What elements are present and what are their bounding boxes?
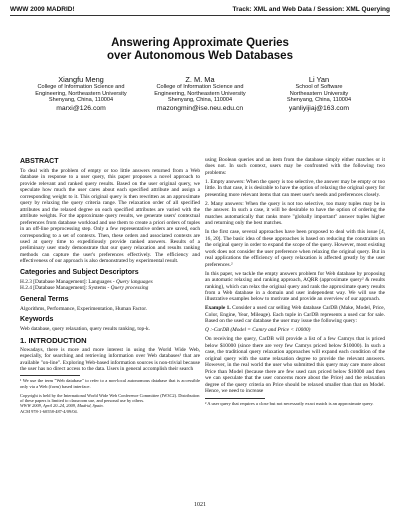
paragraph: using Boolean queries and an item from the database simply either matches or it does not. In such context, users may be confronted with the following two problems: xyxy=(205,157,385,176)
copyright-notice: Copyright is held by the International World Wide Web Conference Committee (IW3C2). Distribution of these papers is limited to classroom use, and personal use by others. WWW 2009, April 20–24, 2009, Madrid, Spain. ACM 978-1-60558-487-4/09/04. xyxy=(20,392,200,414)
author-block xyxy=(22,75,378,112)
title-line-2: over Autonomous Web Databases xyxy=(107,50,293,62)
author-name: Xiangfu Meng xyxy=(58,75,104,84)
author-3 xyxy=(260,75,378,112)
author-email: mazongmin@ise.neu.edu.cn xyxy=(156,104,244,112)
author-affiliation: College of Information Science and xyxy=(156,84,244,90)
author-affiliation: Engineering, Northeastern University xyxy=(154,90,246,97)
footnote-rule xyxy=(20,375,80,376)
running-header-right: Track: XML and Web Data / Session: XML Querying xyxy=(232,6,390,13)
example-paragraph: Example 1. Consider a used car selling Web database CarDB (Make, Model, Price, Color, Engine, Year, Mileage). Each tuple in CarDB represents a used car for sale. Based on the used car database the user may issue the following query: xyxy=(205,305,385,325)
author-affiliation: College of Information Science and xyxy=(37,84,125,90)
author-affiliation: Shenyang, China, 110004 xyxy=(167,97,233,104)
author-name: Z. M. Ma xyxy=(185,75,215,84)
paragraph: 1. Empty answers: When the query is too selective, the answer may be empty or too little. In that case, it is desirable to have the option of relaxing the original query for presenting more relevant items that can meet user's needs and preferences closely. xyxy=(205,178,385,198)
author-affiliation: Shenyang, China, 110004 xyxy=(48,97,114,104)
footnote-1: ¹ We use the term "Web database" to refer to a non-local autonomous database that is accessible only via a Web (form) based interface. xyxy=(20,378,200,390)
left-column xyxy=(20,158,200,414)
introduction-text: Nowadays, there is more and more interest in using the World Wide Web, especially, for searching and retrieving information over Web databases¹ that are available "on-line". Exploring Web-based information sources is non-trivial because the user has no direct access to the data. Users in general accomplish their search xyxy=(20,346,200,372)
paragraph: 2. Many answers: When the query is not too selective, too many tuples may be in the answer. In such a case, it will be desirable to have the option of ordering the matches automatically that ranks more "globally important" answer tuples higher and returning only the best matches. xyxy=(205,200,385,227)
author-email: yanliyijiaj@163.com xyxy=(288,104,350,112)
category-line: H.2.3 [Database Management]: Languages - Query languages xyxy=(20,278,153,285)
author-2 xyxy=(141,75,259,112)
categories-heading: Categories and Subject Descriptors xyxy=(20,268,139,276)
author-name: Li Yan xyxy=(308,75,330,84)
title-line-1: Answering Approximate Queries xyxy=(111,37,289,49)
paper-title xyxy=(0,37,400,63)
example-query: Q :-CarDB (Model = Camry and Price < 10000) xyxy=(205,327,311,334)
paragraph: In this paper, we tackle the empty answers problem for Web database by proposing an automatic relaxing and ranking approach, AQRR (approximate query² & results ranking), which can relax the original query and rank the approximate query results from a Web database in a domain and user independent way. We will use the illustrative examples below to motivate and provide an overview of our approach. xyxy=(205,270,385,303)
general-terms-text: Algorithms, Performance, Experimentation, Human Factor. xyxy=(20,305,148,312)
author-email: marxi@126.com xyxy=(56,104,106,112)
general-terms-heading: General Terms xyxy=(20,295,69,303)
footnote-2: ² A user query that requires a close but not necessarily exact match is an approximate query. xyxy=(205,400,374,406)
author-1 xyxy=(22,75,140,112)
abstract-heading: ABSTRACT xyxy=(20,158,59,165)
page-number: 1021 xyxy=(194,502,206,508)
right-column xyxy=(205,157,385,408)
keywords-heading: Keywords xyxy=(20,316,54,324)
author-affiliation: Northeastern University xyxy=(289,90,349,97)
running-header-left: WWW 2009 MADRID! xyxy=(10,6,75,13)
introduction-heading: 1. INTRODUCTION xyxy=(20,335,87,345)
category-line: H.2.4 [Database Management]: Systems - Query processing xyxy=(20,285,149,292)
paragraph: In the first case, several approaches have been proposed to deal with this issue [4, 16, 20]. The basic idea of these approaches is based on reducing the constraints on the original query in order to expand the scope of the query. However, most existing work does not consider the user preference when relaxing the original query. But in real applications the efficiency of query relaxation is affected greatly by the user preferences.² xyxy=(205,229,385,268)
keywords-text: Web database, query relaxation, query results ranking, top-k. xyxy=(20,326,151,333)
header-rule xyxy=(10,15,390,16)
author-affiliation: Engineering, Northeastern University xyxy=(35,90,127,97)
abstract-text: To deal with the problem of empty or too little answers returned from a Web database in response to a user query, this paper proposes a novel approach to provide relevant and ranked query results. Based on the user original query, we speculate how much the user cares about each specified attribute and assign a corresponding weight to it. This original query is then rewritten as an approximate query by relaxing the query criteria range. The relaxation order of all specified attributes and the relaxed degree on each specified attributes are varied with the attribute weights. For the approximate query results, we generate users' contextual preferences from database workload and use them to create a priori orders of tuples in an off-line preprocessing step. Only a few representative orders are saved, each corresponding to a set of contexts. Then, these orders and associated contexts are used at query time to expeditiously provide ranked answers. Results of a preliminary user study demonstrate that our query relaxation and results ranking methods can capture the user's preferences effectively. The efficiency and effectiveness of our approach is also demonstrated by experimental result. xyxy=(20,168,200,265)
author-affiliation: School of Software xyxy=(295,84,343,90)
paragraph: On receiving the query, CarDB will provide a list of a few Camrys that is priced below $10000 (since there are very few Camrys priced below $10000). In such a case, the traditional query relaxation approaches will expand each condition of the original query with the same relaxation degree to provide the relevant answers. However, in the real world the user who submitted this query may care more about Price than Model (because there are few used cars priced below $10000 and then we can speculate that the user concerns more about the Price) and the relaxation degree of the query criteria on Price should be relaxed smaller than that on Model. Hence, we need to increase xyxy=(205,336,385,395)
author-affiliation: Shenyang, China, 110004 xyxy=(286,97,352,104)
footnote-rule xyxy=(205,398,265,399)
